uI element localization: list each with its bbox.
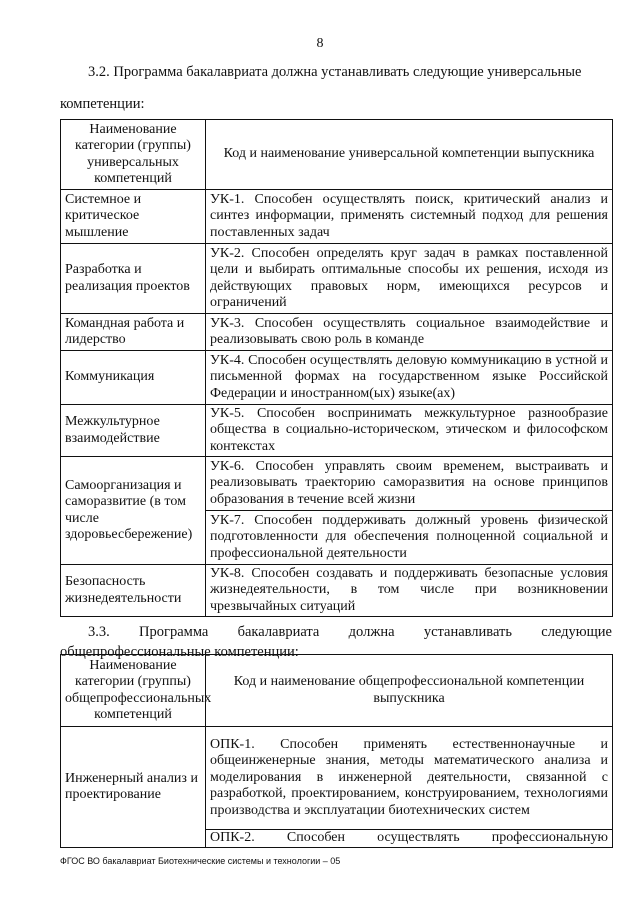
- competence-cell: УК-4. Способен осуществлять деловую коммуникацию в устной и письменной формах на государственном языке Российской Федерации и иностранном(ых) языке(ах): [206, 351, 613, 405]
- general-professional-competencies-table: [60, 654, 613, 848]
- competence-cell: ОПК-1. Способен применять естественнонаучные и общеинженерные знания, методы математического анализа и моделирования в инженерной деятельности, связанной с разработкой, проектированием, конструированием, технологиями производства и эксплуатации биотехнических систем: [206, 727, 613, 830]
- category-cell: Командная работа и лидерство: [61, 314, 206, 351]
- section-3-3-line2: общепрофессиональные компетенции:: [60, 644, 299, 660]
- section-3-3-line1: 3.3. Программа бакалавриата должна устанавливать следующие: [88, 624, 612, 640]
- header-category-cell: Наименование категории (группы) универсальных компетенций: [61, 120, 206, 190]
- competence-cell: УК-3. Способен осуществлять социальное взаимодействие и реализовывать свою роль в команде: [206, 314, 613, 351]
- table-row: [61, 351, 613, 405]
- category-cell: Разработка и реализация проектов: [61, 244, 206, 314]
- header-code-cell: Код и наименование общепрофессиональной компетенции выпускника: [206, 655, 613, 727]
- category-cell: Коммуникация: [61, 351, 206, 405]
- competence-cell: УК-8. Способен создавать и поддерживать безопасные условия жизнедеятельности, в том числе при возникновении чрезвычайных ситуаций: [206, 565, 613, 617]
- category-cell: Системное и критическое мышление: [61, 190, 206, 244]
- section-3-2-intro: [60, 62, 612, 114]
- competence-cell: УК-2. Способен определять круг задач в рамках поставленной цели и выбирать оптимальные способы их решения, исходя из действующих правовых норм, имеющихся ресурсов и ограничений: [206, 244, 613, 314]
- table-row: [61, 314, 613, 351]
- category-cell: Самоорганизация и саморазвитие (в том числе здоровьесбережение): [61, 457, 206, 565]
- competence-cell: УК-7. Способен поддерживать должный уровень физической подготовленности для обеспечения полноценной социальной и профессиональной деятельности: [206, 511, 613, 565]
- table-row: [61, 405, 613, 457]
- table-row: [61, 565, 613, 617]
- competence-cell: ОПК-2. Способен осуществлять профессиональную: [206, 830, 613, 848]
- competence-cell: УК-6. Способен управлять своим временем, выстраивать и реализовывать траекторию саморазвития на основе принципов образования в течение всей жизни: [206, 457, 613, 511]
- table-row: [61, 727, 613, 830]
- table-row: [61, 457, 613, 511]
- table-row: [61, 190, 613, 244]
- header-code-cell: Код и наименование универсальной компетенции выпускника: [206, 120, 613, 190]
- section-3-2-line2: компетенции:: [60, 96, 145, 112]
- header-category-cell: Наименование категории (группы) общепрофессиональных компетенций: [61, 655, 206, 727]
- universal-competencies-table: [60, 119, 613, 617]
- table-header-row: [61, 120, 613, 190]
- footer-note: ФГОС ВО бакалавриат Биотехнические системы и технологии – 05: [60, 856, 341, 866]
- page-number: 8: [316, 36, 324, 51]
- category-cell: Безопасность жизнедеятельности: [61, 565, 206, 617]
- table-header-row: [61, 655, 613, 727]
- competence-cell: УК-1. Способен осуществлять поиск, критический анализ и синтез информации, применять системный подход для решения поставленных задач: [206, 190, 613, 244]
- category-cell: Инженерный анализ и проектирование: [61, 727, 206, 848]
- section-3-2-line1: 3.2. Программа бакалавриата должна устанавливать следующие универсальные: [88, 64, 582, 80]
- category-cell: Межкультурное взаимодействие: [61, 405, 206, 457]
- table-row: [61, 244, 613, 314]
- competence-cell: УК-5. Способен воспринимать межкультурное разнообразие общества в социально-историческом, этическом и философском контекстах: [206, 405, 613, 457]
